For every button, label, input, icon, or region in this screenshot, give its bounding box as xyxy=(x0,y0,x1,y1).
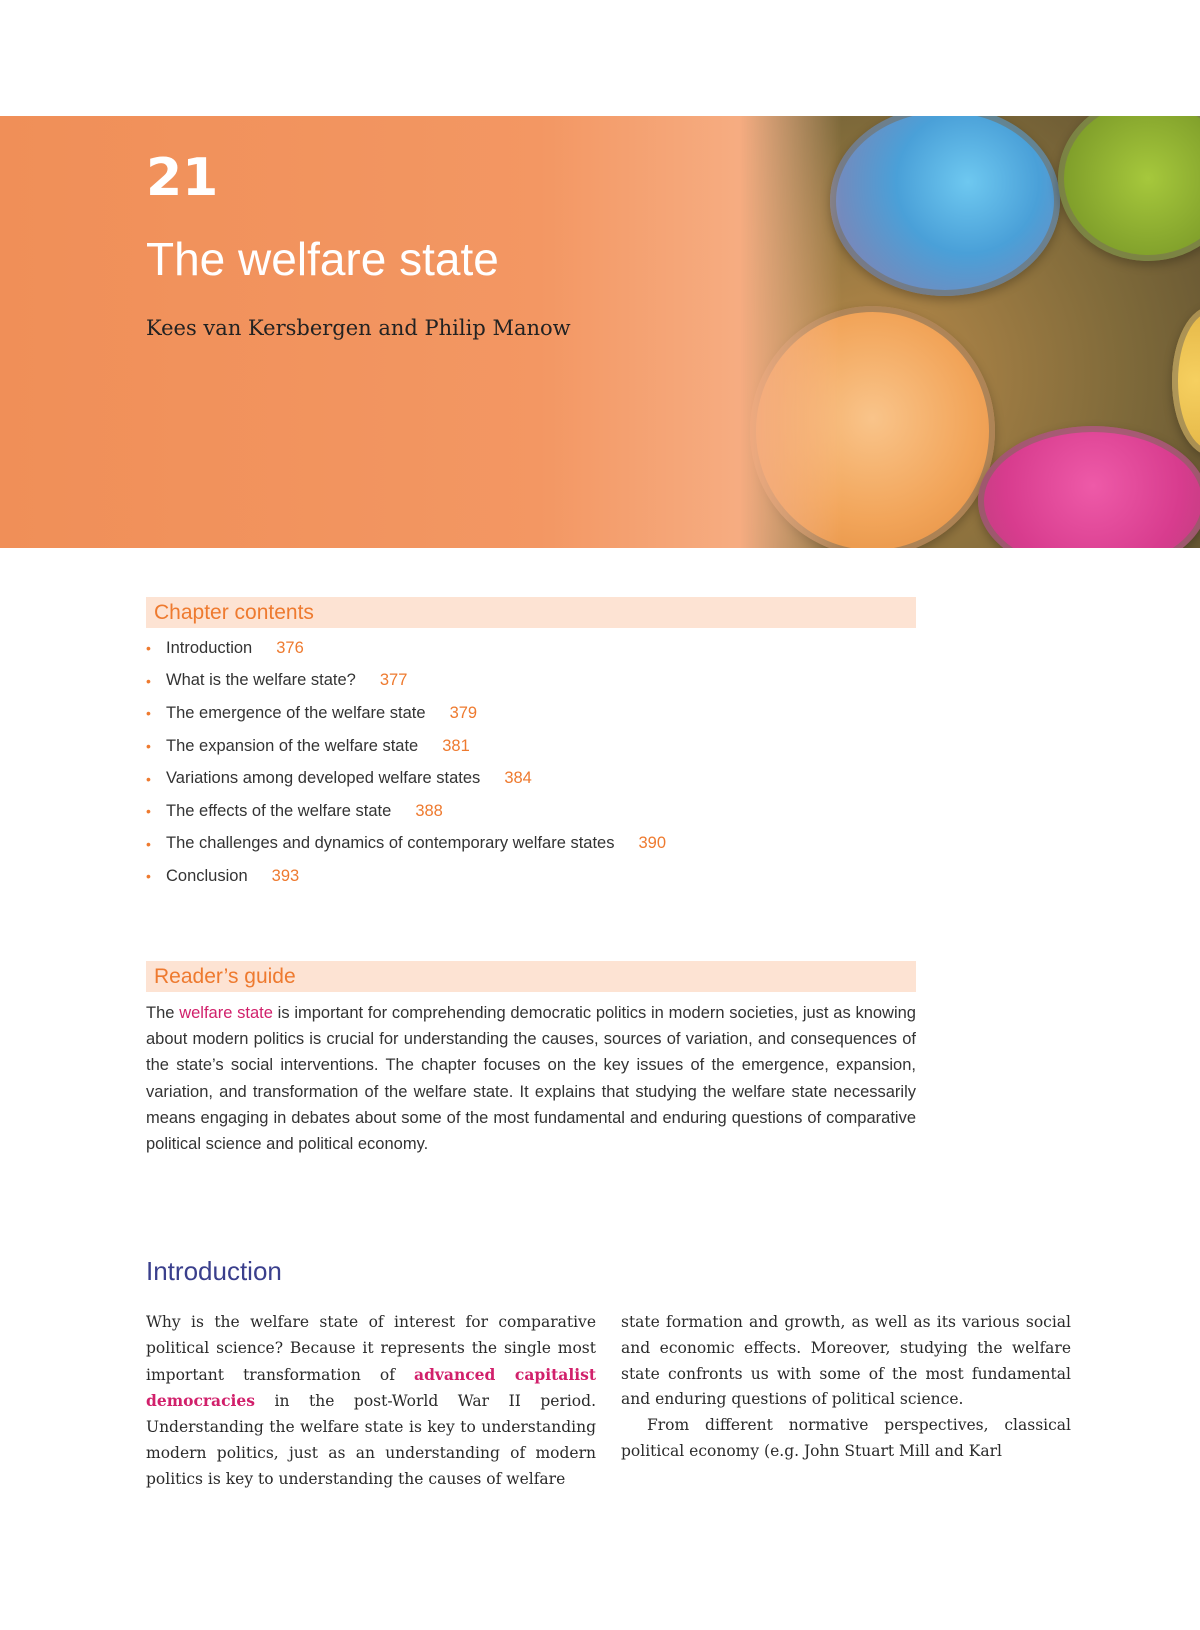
bullet-icon: • xyxy=(146,672,151,689)
toc-item[interactable] xyxy=(146,762,666,795)
pigment-bowls-photo xyxy=(740,116,1200,548)
chapter-title: The welfare state xyxy=(146,233,499,285)
bullet-icon: • xyxy=(146,738,151,755)
bullet-icon: • xyxy=(146,803,151,820)
toc-item[interactable] xyxy=(146,697,666,730)
toc-item-page: 384 xyxy=(504,769,532,788)
toc-item-label: Variations among developed welfare states xyxy=(166,769,481,788)
chapter-authors: Kees van Kersbergen and Philip Manow xyxy=(146,316,571,340)
bullet-icon: • xyxy=(146,640,151,657)
bullet-icon: • xyxy=(146,705,151,722)
toc-item[interactable] xyxy=(146,632,666,665)
readers-guide-heading: Reader’s guide xyxy=(146,961,916,992)
toc-item-page: 376 xyxy=(276,638,304,657)
blue-pigment-bowl xyxy=(830,116,1060,296)
toc-item[interactable] xyxy=(146,730,666,763)
toc-item-page: 393 xyxy=(271,866,300,885)
toc-item-label: The expansion of the welfare state xyxy=(166,736,419,755)
toc-item-label: Introduction xyxy=(166,638,253,657)
glossary-term-advanced-capitalist-democracies[interactable]: advanced capitalist democracies xyxy=(146,1364,596,1411)
body-column-left xyxy=(146,1310,596,1493)
body-paragraph: Why is the welfare state of interest for comparative political science? Because it represents the single most important transformation of advanced capitalist democracies in the post-World War II period. Understanding the welfare state is key to understanding modern politics, just as an understanding of modern politics is key to understanding the causes of welfare xyxy=(146,1313,596,1488)
readers-guide-text: The welfare state is important for comprehending democratic politics in modern societies, just as knowing about modern politics is crucial for understanding the causes, sources of variation, and consequences of the state’s social interventions. The chapter focuses on the key issues of the emergence, expansion, variation, and transformation of the welfare state. It explains that studying the welfare state necessarily means engaging in debates about some of the most fundamental and enduring questions of comparative political science and political economy. xyxy=(146,1004,916,1154)
toc-item-label: The emergence of the welfare state xyxy=(166,703,426,722)
toc-item[interactable] xyxy=(146,795,666,828)
toc-item-page: 390 xyxy=(638,834,667,853)
toc-item[interactable] xyxy=(146,665,666,698)
toc-item-label: The effects of the welfare state xyxy=(166,801,392,820)
body-paragraph: From different normative perspectives, classical political economy (e.g. John Stuart Mill and Karl xyxy=(621,1416,1071,1460)
orange-pigment-bowl xyxy=(750,306,995,548)
toc-item-label: What is the welfare state? xyxy=(166,671,356,690)
toc-item-page: 388 xyxy=(415,801,443,820)
bullet-icon: • xyxy=(146,868,151,885)
body-column-right xyxy=(621,1310,1071,1465)
toc-item-page: 381 xyxy=(442,736,470,755)
bullet-icon: • xyxy=(146,770,151,787)
chapter-contents-heading: Chapter contents xyxy=(146,597,916,628)
green-pigment-bowl xyxy=(1058,116,1200,261)
body-paragraph: state formation and growth, as well as its various social and economic effects. Moreover, studying the welfare state confronts us with some of the most fundamental and enduring questions of political science. xyxy=(621,1313,1071,1409)
chapter-contents-list xyxy=(146,632,666,893)
bullet-icon: • xyxy=(146,835,151,852)
glossary-term-welfare-state[interactable]: welfare state xyxy=(179,1004,273,1022)
toc-item-page: 377 xyxy=(379,671,408,690)
toc-item-label: The challenges and dynamics of contemporary welfare states xyxy=(166,834,615,853)
introduction-heading: Introduction xyxy=(146,1256,282,1286)
toc-item-label: Conclusion xyxy=(166,866,248,885)
pink-pigment-bowl xyxy=(978,426,1200,548)
chapter-number: 21 xyxy=(146,148,219,208)
toc-item[interactable] xyxy=(146,828,666,861)
toc-item-page: 379 xyxy=(449,703,478,722)
yellow-pigment-bowl xyxy=(1172,306,1200,456)
toc-item[interactable] xyxy=(146,860,666,893)
